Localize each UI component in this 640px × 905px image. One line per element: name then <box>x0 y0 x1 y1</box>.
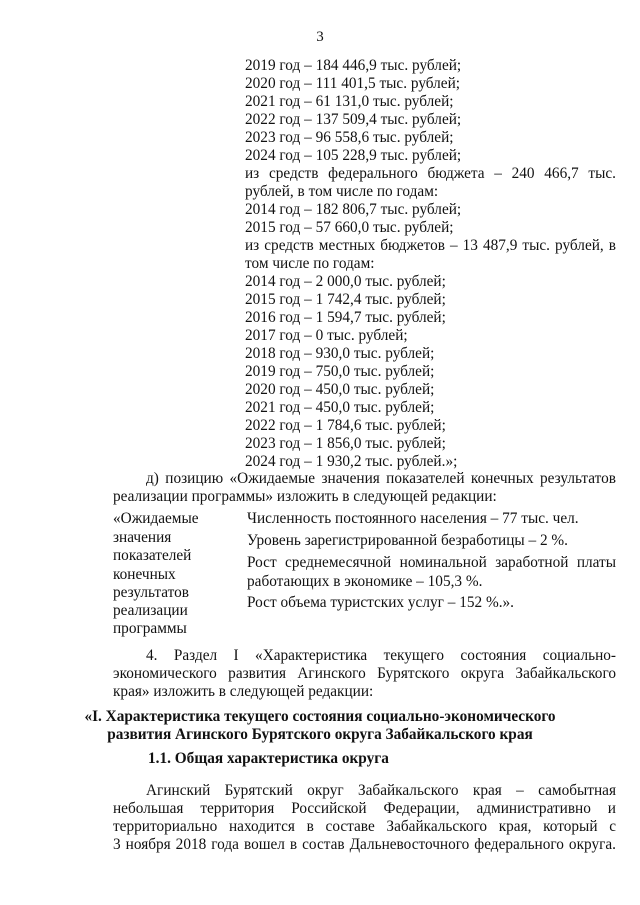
local-budget-line: из средств местных бюджетов – 13 487,9 тыс. рублей, в <box>245 237 616 254</box>
section-heading: развития Агинского Бурятского округа Забайкальского края <box>107 726 533 743</box>
indicator-value: Рост среднемесячной номинальной заработной платы <box>247 554 616 571</box>
body-paragraph-line: территориально находится в составе Забайкальского края, который с <box>113 818 616 835</box>
funding-line: 2018 год – 930,0 тыс. рублей; <box>245 345 435 362</box>
federal-budget-line: из средств федерального бюджета – 240 466,7 тыс. <box>245 165 616 182</box>
funding-line: 2024 год – 105 228,9 тыс. рублей; <box>245 147 462 164</box>
funding-line: 2014 год – 182 806,7 тыс. рублей; <box>245 201 462 218</box>
funding-line: 2017 год – 0 тыс. рублей; <box>245 327 408 344</box>
indicators-label-line: «Ожидаемые <box>113 510 199 527</box>
funding-line: 2015 год – 1 742,4 тыс. рублей; <box>245 291 446 308</box>
funding-line: 2016 год – 1 594,7 тыс. рублей; <box>245 309 446 326</box>
item-4-line: 4. Раздел I «Характеристика текущего состояния социально- <box>146 647 616 664</box>
funding-line: 2015 год – 57 660,0 тыс. рублей; <box>245 219 454 236</box>
item-d-line: реализации программы» изложить в следующей редакции: <box>113 488 497 505</box>
funding-line: 2014 год – 2 000,0 тыс. рублей; <box>245 273 446 290</box>
funding-line: 2020 год – 450,0 тыс. рублей; <box>245 381 435 398</box>
page-number: 3 <box>316 29 324 45</box>
item-4-line: экономического развития Агинского Бурятского округа Забайкальского <box>113 665 616 682</box>
indicator-value: работающих в экономике – 105,3 %. <box>247 573 483 590</box>
funding-line: 2019 год – 750,0 тыс. рублей; <box>245 363 435 380</box>
funding-line: 2022 год – 137 509,4 тыс. рублей; <box>245 111 462 128</box>
funding-line: 2024 год – 1 930,2 тыс. рублей.»; <box>245 453 458 470</box>
indicator-value: Рост объема туристских услуг – 152 %.». <box>247 594 515 611</box>
section-heading: «I. Характеристика текущего состояния социально-экономического <box>84 708 556 725</box>
funding-line: 2023 год – 96 558,6 тыс. рублей; <box>245 129 454 146</box>
item-4-line: края» изложить в следующей редакции: <box>113 683 374 700</box>
body-paragraph-line: небольшая территория Российской Федерации, административно и <box>113 800 616 817</box>
indicators-label-line: конечных <box>113 566 176 583</box>
funding-line: 2023 год – 1 856,0 тыс. рублей; <box>245 435 446 452</box>
body-paragraph-line: Агинский Бурятский округ Забайкальского края – самобытная <box>146 782 616 799</box>
funding-line: 2019 год – 184 446,9 тыс. рублей; <box>245 57 462 74</box>
funding-line: 2020 год – 111 401,5 тыс. рублей; <box>245 75 461 92</box>
indicators-label-line: реализации <box>113 602 188 619</box>
indicators-label-line: программы <box>113 620 187 637</box>
indicators-label-line: результатов <box>113 584 189 601</box>
funding-line: 2021 год – 450,0 тыс. рублей; <box>245 399 435 416</box>
indicators-label-line: значения <box>113 529 172 546</box>
funding-line: 2021 год – 61 131,0 тыс. рублей; <box>245 93 454 110</box>
funding-line: 2022 год – 1 784,6 тыс. рублей; <box>245 417 446 434</box>
item-d-line: д) позицию «Ожидаемые значения показателей конечных результатов <box>146 470 616 487</box>
body-paragraph-line: 3 ноября 2018 года вошел в состав Дальневосточного федерального округа. <box>113 836 616 853</box>
local-budget-line: том числе по годам: <box>245 255 375 272</box>
indicator-value: Уровень зарегистрированной безработицы – 2 %. <box>247 532 568 549</box>
federal-budget-line: рублей, в том числе по годам: <box>245 183 439 200</box>
subsection-heading: 1.1. Общая характеристика округа <box>148 750 389 767</box>
indicators-label-line: показателей <box>113 547 192 564</box>
indicator-value: Численность постоянного населения – 77 тыс. чел. <box>247 510 579 527</box>
